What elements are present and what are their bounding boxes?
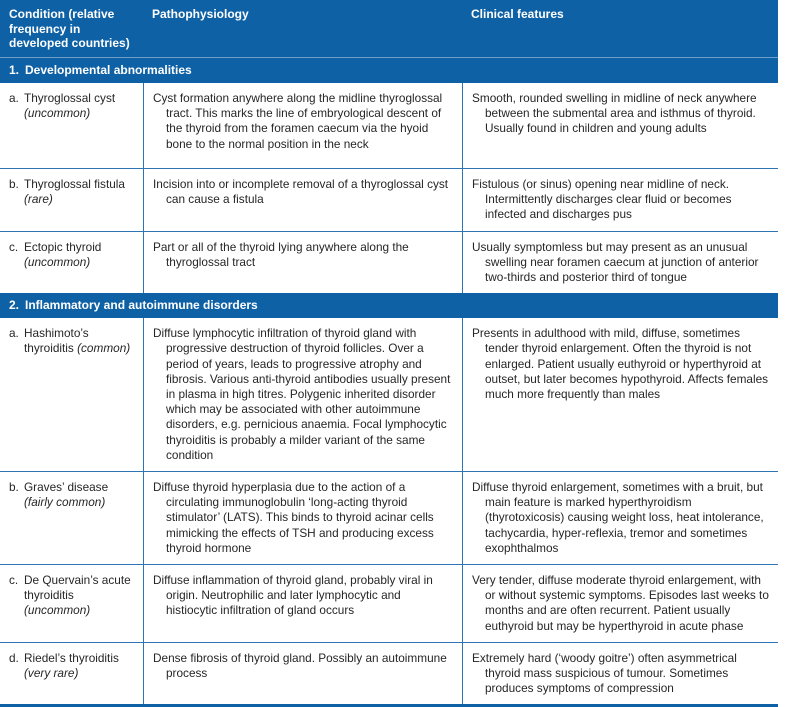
row-letter: b. (9, 177, 19, 191)
clinical-features-cell: Very tender, diffuse moderate thyroid enlargement, with or without systemic symptoms. Episodes last weeks to months and are often recurrent. Patient usually euthyroid but may be hyperthyroid in acute phase (462, 565, 778, 642)
pathophysiology-cell: Cyst formation anywhere along the midline thyroglossal tract. This marks the line of embryological descent of the thyroid from the foramen caecum via the hyoid bone to the normal position in the neck (143, 83, 462, 168)
condition-cell (0, 643, 143, 705)
clinical-features-cell: Fistulous (or sinus) opening near midline of neck. Intermittently discharges clear fluid or becomes infected and discharges pus (462, 169, 778, 231)
table-row-hashimotos-thyroiditis (0, 318, 778, 471)
pathophysiology-cell: Part or all of the thyroid lying anywhere along the thyroglossal tract (143, 232, 462, 294)
pathophysiology-cell: Diffuse lymphocytic infiltration of thyroid gland with progressive destruction of thyroid follicles. Over a period of years, leads to progressive atrophy and fibrosis. Various anti-thyroid antibodies usually present in plasma in high titres. Polygenic inherited disorder which may be associated with other autoimmune disorders, e.g. pernicious anaemia. Focal lymphocytic thyroiditis is probably a milder variant of the same condition (143, 318, 462, 471)
row-letter: a. (9, 91, 19, 105)
condition-cell (0, 169, 143, 231)
section-title: Developmental abnormalities (25, 63, 192, 77)
table-row-graves-disease (0, 471, 778, 564)
condition-frequency: (fairly common) (24, 495, 106, 510)
table-row-thyroglossal-fistula (0, 168, 778, 231)
section-2-rows (0, 318, 778, 704)
section-header-inflammatory-autoimmune (0, 293, 778, 318)
condition-name: Riedel’s thyroiditis (24, 650, 119, 665)
condition-name: De Quervain’s acute thyroiditis (24, 573, 131, 603)
condition-name: Thyroglossal cyst (24, 91, 116, 105)
table-row-de-quervains-thyroiditis (0, 564, 778, 642)
section-title: Inflammatory and autoimmune disorders (25, 298, 258, 313)
condition-name: Ectopic thyroid (24, 239, 102, 254)
pathophysiology-cell: Dense fibrosis of thyroid gland. Possibly an autoimmune process (143, 643, 462, 705)
table-row-riedels-thyroiditis (0, 642, 778, 705)
condition-frequency: (uncommon) (24, 254, 91, 269)
table-row-ectopic-thyroid (0, 231, 778, 294)
condition-name: Thyroglossal fistula (24, 177, 125, 191)
clinical-features-cell: Presents in adulthood with mild, diffuse, sometimes tender thyroid enlargement. Often the thyroid is not enlarged. Patient usually euthyroid or hyperthyroid at outset, but later becomes hypothyroid. Affects females much more frequently than males (462, 318, 778, 471)
condition-cell (0, 83, 143, 168)
pathophysiology-cell: Diffuse inflammation of thyroid gland, probably viral in origin. Neutrophilic and later lymphocytic and histiocytic infiltration of gland occurs (143, 565, 462, 642)
table-header-row (0, 0, 778, 57)
condition-name: Graves’ disease (24, 480, 109, 495)
column-header-condition: Condition (relative frequency in developed countries) (9, 7, 130, 50)
row-letter: b. (9, 480, 19, 495)
condition-name: Hashimoto’s thyroiditis (24, 326, 89, 356)
section-1-rows (0, 83, 778, 293)
condition-cell (0, 232, 143, 294)
clinical-features-cell: Extremely hard (‘woody goitre’) often asymmetrical thyroid mass suspicious of tumour. Sometimes produces symptoms of compression (462, 643, 778, 705)
condition-cell (0, 472, 143, 564)
condition-cell (0, 565, 143, 642)
column-header-pathophysiology: Pathophysiology (152, 7, 249, 21)
pathophysiology-cell: Incision into or incomplete removal of a thyroglossal cyst can cause a fistula (143, 169, 462, 231)
pathophysiology-cell: Diffuse thyroid hyperplasia due to the action of a circulating immunoglobulin ‘long-acting thyroid stimulator’ (LATS). This binds to thyroid acinar cells mimicking the effects of TSH and producing excess thyroid hormone (143, 472, 462, 564)
row-letter: c. (9, 573, 19, 588)
section-number: 1. (9, 63, 20, 77)
clinical-features-cell: Smooth, rounded swelling in midline of neck anywhere between the submental area and isthmus of thyroid. Usually found in children and young adults (462, 83, 778, 168)
row-letter: d. (9, 650, 19, 665)
condition-frequency: (uncommon) (24, 106, 91, 121)
clinical-features-cell: Usually symptomless but may present as an unusual swelling near foramen caecum at junction of anterior two-thirds and posterior third of tongue (462, 232, 778, 294)
row-letter: c. (9, 239, 19, 254)
column-header-clinical-features: Clinical features (471, 7, 564, 21)
condition-cell (0, 318, 143, 471)
clinical-features-cell: Diffuse thyroid enlargement, sometimes with a bruit, but main feature is marked hyperthyroidism (thyrotoxicosis) causing weight loss, heat intolerance, tachycardia, hyper-reflexia, tremor and sometimes exophthalmos (462, 472, 778, 564)
row-letter: a. (9, 326, 19, 341)
section-number: 2. (9, 298, 20, 313)
table-row-thyroglossal-cyst (0, 83, 778, 168)
condition-frequency: (very rare) (24, 666, 79, 681)
condition-frequency: (common) (77, 341, 131, 356)
condition-frequency: (uncommon) (24, 603, 91, 618)
condition-frequency: (rare) (24, 192, 53, 207)
section-header-developmental-abnormalities (0, 57, 778, 83)
